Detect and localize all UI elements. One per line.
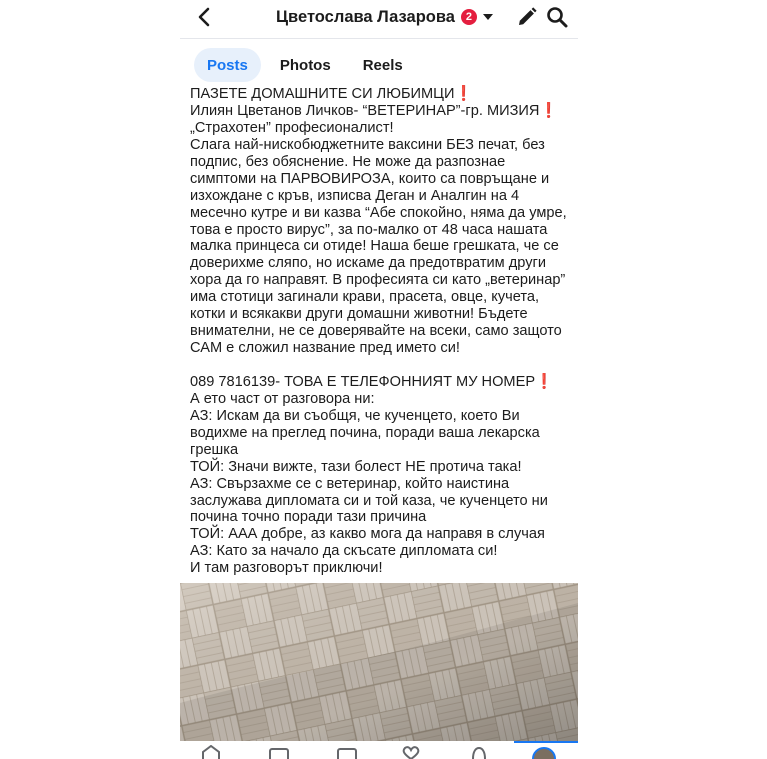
post-line-text: изхождане с кръв, изписва Деган и Аналгин на 4: [190, 187, 520, 204]
post-line: [190, 493, 574, 510]
post-line-text: има стотици загинали крави, прасета, овце, кучета,: [190, 289, 540, 306]
post-line: [190, 391, 574, 408]
post-line-text: внимателни, не се доверявайте на всеки, само защото: [190, 323, 562, 340]
post-line: [190, 188, 574, 205]
post-line: [190, 476, 574, 493]
post-line-text: А ето част от разговора ни:: [190, 390, 375, 407]
post-line-text: месечно кутре и ви казва “Абе спокойно, няма да умре,: [190, 204, 567, 221]
post-line-text: грешка: [190, 441, 239, 458]
post-line: [190, 323, 574, 340]
post-line: [190, 272, 574, 289]
post-line-text: доверихме сляпо, но искаме да предотвратим други: [190, 255, 546, 272]
post-line-text: водихме на преглед почина, поради ваша лекарска: [190, 424, 540, 441]
post-photo[interactable]: [180, 583, 578, 743]
video-icon[interactable]: [268, 745, 290, 759]
post-line: [190, 222, 574, 239]
notification-badge: 2: [461, 9, 477, 25]
post-line-text: ТОЙ: ААА добре, аз какво мога да направя в случая: [190, 526, 545, 543]
pencil-icon: [515, 5, 539, 29]
post-line-text: АЗ: Искам да ви съобщя, че кученцето, което Ви: [190, 407, 520, 424]
profile-name-switcher[interactable]: [276, 5, 493, 29]
tab-photos[interactable]: Photos: [279, 56, 331, 74]
chevron-down-icon: [483, 14, 493, 20]
post-line: [190, 86, 574, 103]
post-line-text: почина точно поради тази причина: [190, 509, 427, 526]
post-line: [190, 442, 574, 459]
post-line: [190, 205, 574, 222]
post-line: [190, 137, 574, 154]
post-line: [190, 340, 574, 357]
marketplace-icon[interactable]: [336, 745, 358, 759]
bottom-nav: [180, 741, 578, 759]
profile-avatar[interactable]: [532, 747, 556, 759]
post-line: [190, 526, 574, 543]
nav-active-indicator: [514, 741, 578, 743]
post-line-text: хора да го направят. В професията си като „ветеринар”: [190, 272, 566, 289]
exclamation-icon: ❗: [454, 86, 473, 102]
post-line-text: малка принцеса си отиде! Наша беше грешката, че се: [190, 238, 559, 255]
post-text: [190, 86, 574, 577]
post-line-text: АЗ: Свързахме се с ветеринар, който наистина: [190, 475, 510, 492]
post-line-text: Слага най-нискобюджетните ваксини БЕЗ печат, без: [190, 136, 545, 153]
profile-name: Цветослава Лазарова: [276, 7, 455, 26]
header-divider: [180, 38, 578, 39]
bell-icon[interactable]: [468, 745, 490, 759]
top-bar: [180, 0, 578, 38]
post-line-text: подпис, без обяснение. Не може да разпознае: [190, 153, 506, 170]
post-line: [190, 154, 574, 171]
search-icon: [545, 5, 569, 29]
post-line: [190, 374, 574, 391]
tab-reels[interactable]: Reels: [362, 56, 403, 74]
post-line: [190, 120, 574, 137]
heart-icon[interactable]: [400, 745, 422, 759]
post-line: [190, 425, 574, 442]
edit-button[interactable]: [515, 5, 539, 29]
post-line: [190, 560, 574, 577]
post-line: [190, 459, 574, 476]
post-line: [190, 289, 574, 306]
home-icon[interactable]: [200, 745, 222, 759]
post-line-text: заслужава дипломата си и той каза, че кученцето ни: [190, 492, 548, 509]
profile-screen: [180, 0, 578, 759]
post-line-text: котки и всякакви други домашни животни! Бъдете: [190, 306, 528, 323]
post-line: [190, 238, 574, 255]
post-line-text: 089 7816139- ТОВА Е ТЕЛЕФОННИЯТ МУ НОМЕР: [190, 373, 536, 390]
post-line: [190, 255, 574, 272]
back-arrow-icon: [197, 7, 211, 27]
post-line-text: И там разговорът приключи!: [190, 560, 383, 577]
post-line-text: това е просто вирус”, за по-малко от 48 часа нашата: [190, 221, 548, 238]
post-line-text: симптоми на ПАРВОВИРОЗА, които са повръщане и: [190, 170, 550, 187]
post-line: [190, 103, 574, 120]
post-line-text: Илиян Цветанов Личков- “ВЕТЕРИНАР”-гр. МИЗИЯ: [190, 102, 540, 119]
exclamation-icon: ❗: [535, 373, 554, 390]
search-button[interactable]: [545, 5, 569, 29]
post-line-text: „Страхотен” професионалист!: [190, 119, 394, 136]
post-line: [190, 171, 574, 188]
post-line-text: ПАЗЕТЕ ДОМАШНИТЕ СИ ЛЮБИМЦИ: [190, 86, 455, 102]
profile-tabs: [194, 48, 422, 82]
paragraph-gap: [190, 357, 574, 374]
back-button[interactable]: [192, 4, 216, 30]
parquet-floor-photo: [180, 583, 578, 743]
exclamation-icon: ❗: [539, 102, 558, 119]
post-line: [190, 306, 574, 323]
post-line-text: ТОЙ: Значи вижте, тази болест НЕ протича така!: [190, 458, 522, 475]
post-line: [190, 408, 574, 425]
post-line-text: САМ е сложил название пред името си!: [190, 340, 460, 357]
post-line: [190, 543, 574, 560]
tab-posts[interactable]: Posts: [194, 48, 261, 82]
post-line: [190, 509, 574, 526]
post-line-text: АЗ: Като за начало да скъсате дипломата си!: [190, 543, 498, 560]
